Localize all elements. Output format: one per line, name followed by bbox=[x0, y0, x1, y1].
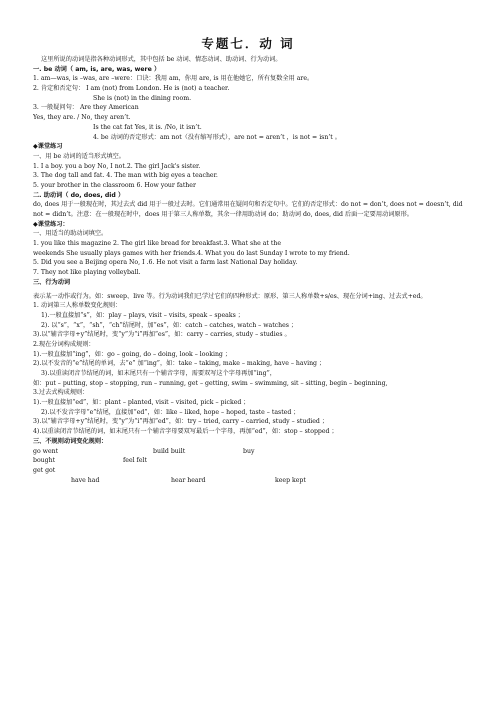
past-rule-heading: 3.过去式构成规则： bbox=[33, 389, 89, 397]
document-body bbox=[33, 55, 471, 485]
participle-rule-3: 3).以重读闭音节结尾的词，如末尾只有一个辅音字母，需要双写这个字母再加“ing”， bbox=[41, 370, 276, 378]
section-be-heading: 一. be 动词（ am, is, are, was, were ） bbox=[33, 65, 161, 73]
be-rule-3: 3. 一般疑问句： Are they American bbox=[33, 104, 139, 112]
third-person-rule-1: 1).一般直接加“s”，如：play – plays, visit – visits, speak – speaks ； bbox=[41, 311, 244, 319]
page-title: 专题七．动 词 bbox=[201, 36, 295, 51]
third-person-rule-heading: 1. 动词第三人称单数变化规则： bbox=[33, 302, 122, 310]
participle-rule-2: 2).以不发音的“e”结尾的单词，去“e” 加“ing”，如：take – taking, make – making, have – having ； bbox=[33, 360, 326, 368]
exercise-1-line-2: 3. The dog tall and fat. 4. The man with big eyes a teacher. bbox=[33, 172, 218, 180]
exercise-1-line-3: 5. your brother in the classroom 6. How your father bbox=[33, 181, 196, 189]
irregular-row-4 bbox=[33, 476, 471, 486]
be-rule-2: 2. 肯定和否定句： I am (not) from London. He is (not) a teacher. bbox=[33, 85, 230, 93]
irregular-cell: bought bbox=[33, 457, 56, 465]
irregular-cell: buy bbox=[243, 447, 255, 455]
irregular-row-3 bbox=[33, 466, 471, 476]
past-rule-2: 2).以不发音字母“e”结尾，直接加“ed”，如：like – liked, hope – hoped, taste – tasted ； bbox=[41, 408, 300, 416]
be-rule-3-example: Is the cat fat Yes, it is. /No, it isn’t. bbox=[93, 123, 202, 131]
be-rule-4: 4. be 动词的否定形式：am not（没有缩写形式），are not = aren’t ，is not = isn’t 。 bbox=[93, 133, 341, 141]
irregular-row-1 bbox=[33, 447, 471, 457]
irregular-cell: build built bbox=[153, 447, 186, 455]
exercise-1-line-1: 1. I a boy. you a boy No, I not.2. The girl Jack's sister. bbox=[33, 162, 201, 170]
irregular-cell: go went bbox=[33, 447, 59, 455]
irregular-cell: hear heard bbox=[171, 476, 206, 484]
verb-paragraph: 表示某一动作或行为。如：sweep、live 等。行为动词我们已学过它们的四种形式：原形、第三人称单数+s/es、现在分词+ing、过去式+ed。 bbox=[33, 292, 427, 300]
exercise-2-heading: ◆课堂练习： bbox=[33, 220, 69, 228]
aux-paragraph: do, does 用于一般现在时，其过去式 did 用于一般过去时。它们通常用在疑问句和否定句中。它们的否定形式：do not = don’t, does not = doesn’t, did not = didn’t。注意：在一般现在时中，does 用于第三人称单数，其余一律用助动词 do；助动词 do, does, did 后面一定要用动词原形。 bbox=[33, 201, 463, 219]
irregular-cell: get got bbox=[33, 466, 56, 474]
exercise-2-line-4: 7. They not like playing volleyball. bbox=[33, 269, 141, 277]
section-aux-heading: 二. 助动词（ do, does, did ） bbox=[33, 191, 125, 199]
exercise-2-instruction: 一、用适当的助动词填空。 bbox=[33, 230, 108, 238]
irregular-cell: keep kept bbox=[275, 476, 306, 484]
third-person-rule-3: 3).以“辅音字母+y”结尾时，变“y”为“i”再加“es”，如：carry – carries, study – studies 。 bbox=[33, 331, 291, 339]
exercise-1-instruction: 一、用 be 动词的适当形式填空。 bbox=[33, 152, 125, 160]
section-irregular-heading: 三、不规则动词变化规则： bbox=[33, 437, 108, 445]
exercise-2-line-3: 5. Did you see a Beijing opera No, I .6. He not visit a farm last National Day holiday. bbox=[33, 259, 298, 267]
past-rule-3: 3).以“辅音字母+y”结尾时，变“y”为“i”再加“ed”，如：try – tried, carry – carried, study – studied ； bbox=[33, 418, 329, 426]
participle-rule-3-examples: 如：put – putting, stop – stopping, run – running, get – getting, swim – swimming, sit – sitting, begin – beginning, bbox=[33, 379, 388, 387]
section-verb-heading: 三、行为动词 bbox=[33, 278, 71, 286]
participle-rule-heading: 2.现在分词构成规则： bbox=[33, 340, 95, 348]
exercise-2-line-2: weekends She usually plays games with her friends.4. What you do last Sunday I wrote to my friend. bbox=[33, 249, 350, 257]
third-person-rule-2: 2). 以“s”，“x”，“sh”，“ch”结尾时，加“es”，如：catch – catches, watch – watches ； bbox=[41, 321, 298, 329]
be-rule-1: 1. am—was, is –was, are –were：口诀：我用 am，你用 are, is 用在他她它，所有复数全用 are。 bbox=[33, 75, 314, 83]
be-rule-2-cont: She is (not) in the dining room. bbox=[93, 94, 192, 102]
exercise-1-heading: ◆课堂练习 bbox=[33, 143, 63, 151]
past-rule-1: 1).一般直接加“ed”，如：plant – planted, visit – visited, pick – picked ； bbox=[33, 399, 250, 407]
irregular-cell: have had bbox=[71, 476, 100, 484]
past-rule-4: 4).以重读闭音节结尾的词，如末尾只有一个辅音字母要双写最后一个字母，再加“ed”，如：stop – stopped ； bbox=[33, 428, 338, 436]
intro-text: 这里所说的动词是指各种动词形式，其中包括 be 动词、情态动词、助动词、行为动词。 bbox=[41, 56, 282, 63]
irregular-row-2 bbox=[33, 456, 471, 466]
participle-rule-1: 1).一般直接加“ing”，如：go – going, do – doing, look – looking ； bbox=[33, 350, 232, 358]
be-rule-3-answer: Yes, they are. / No, they aren’t. bbox=[33, 114, 131, 122]
exercise-2-line-1: 1. you like this magazine 2. The girl like bread for breakfast.3. What she at the bbox=[33, 240, 282, 248]
irregular-cell: feel felt bbox=[123, 457, 147, 465]
